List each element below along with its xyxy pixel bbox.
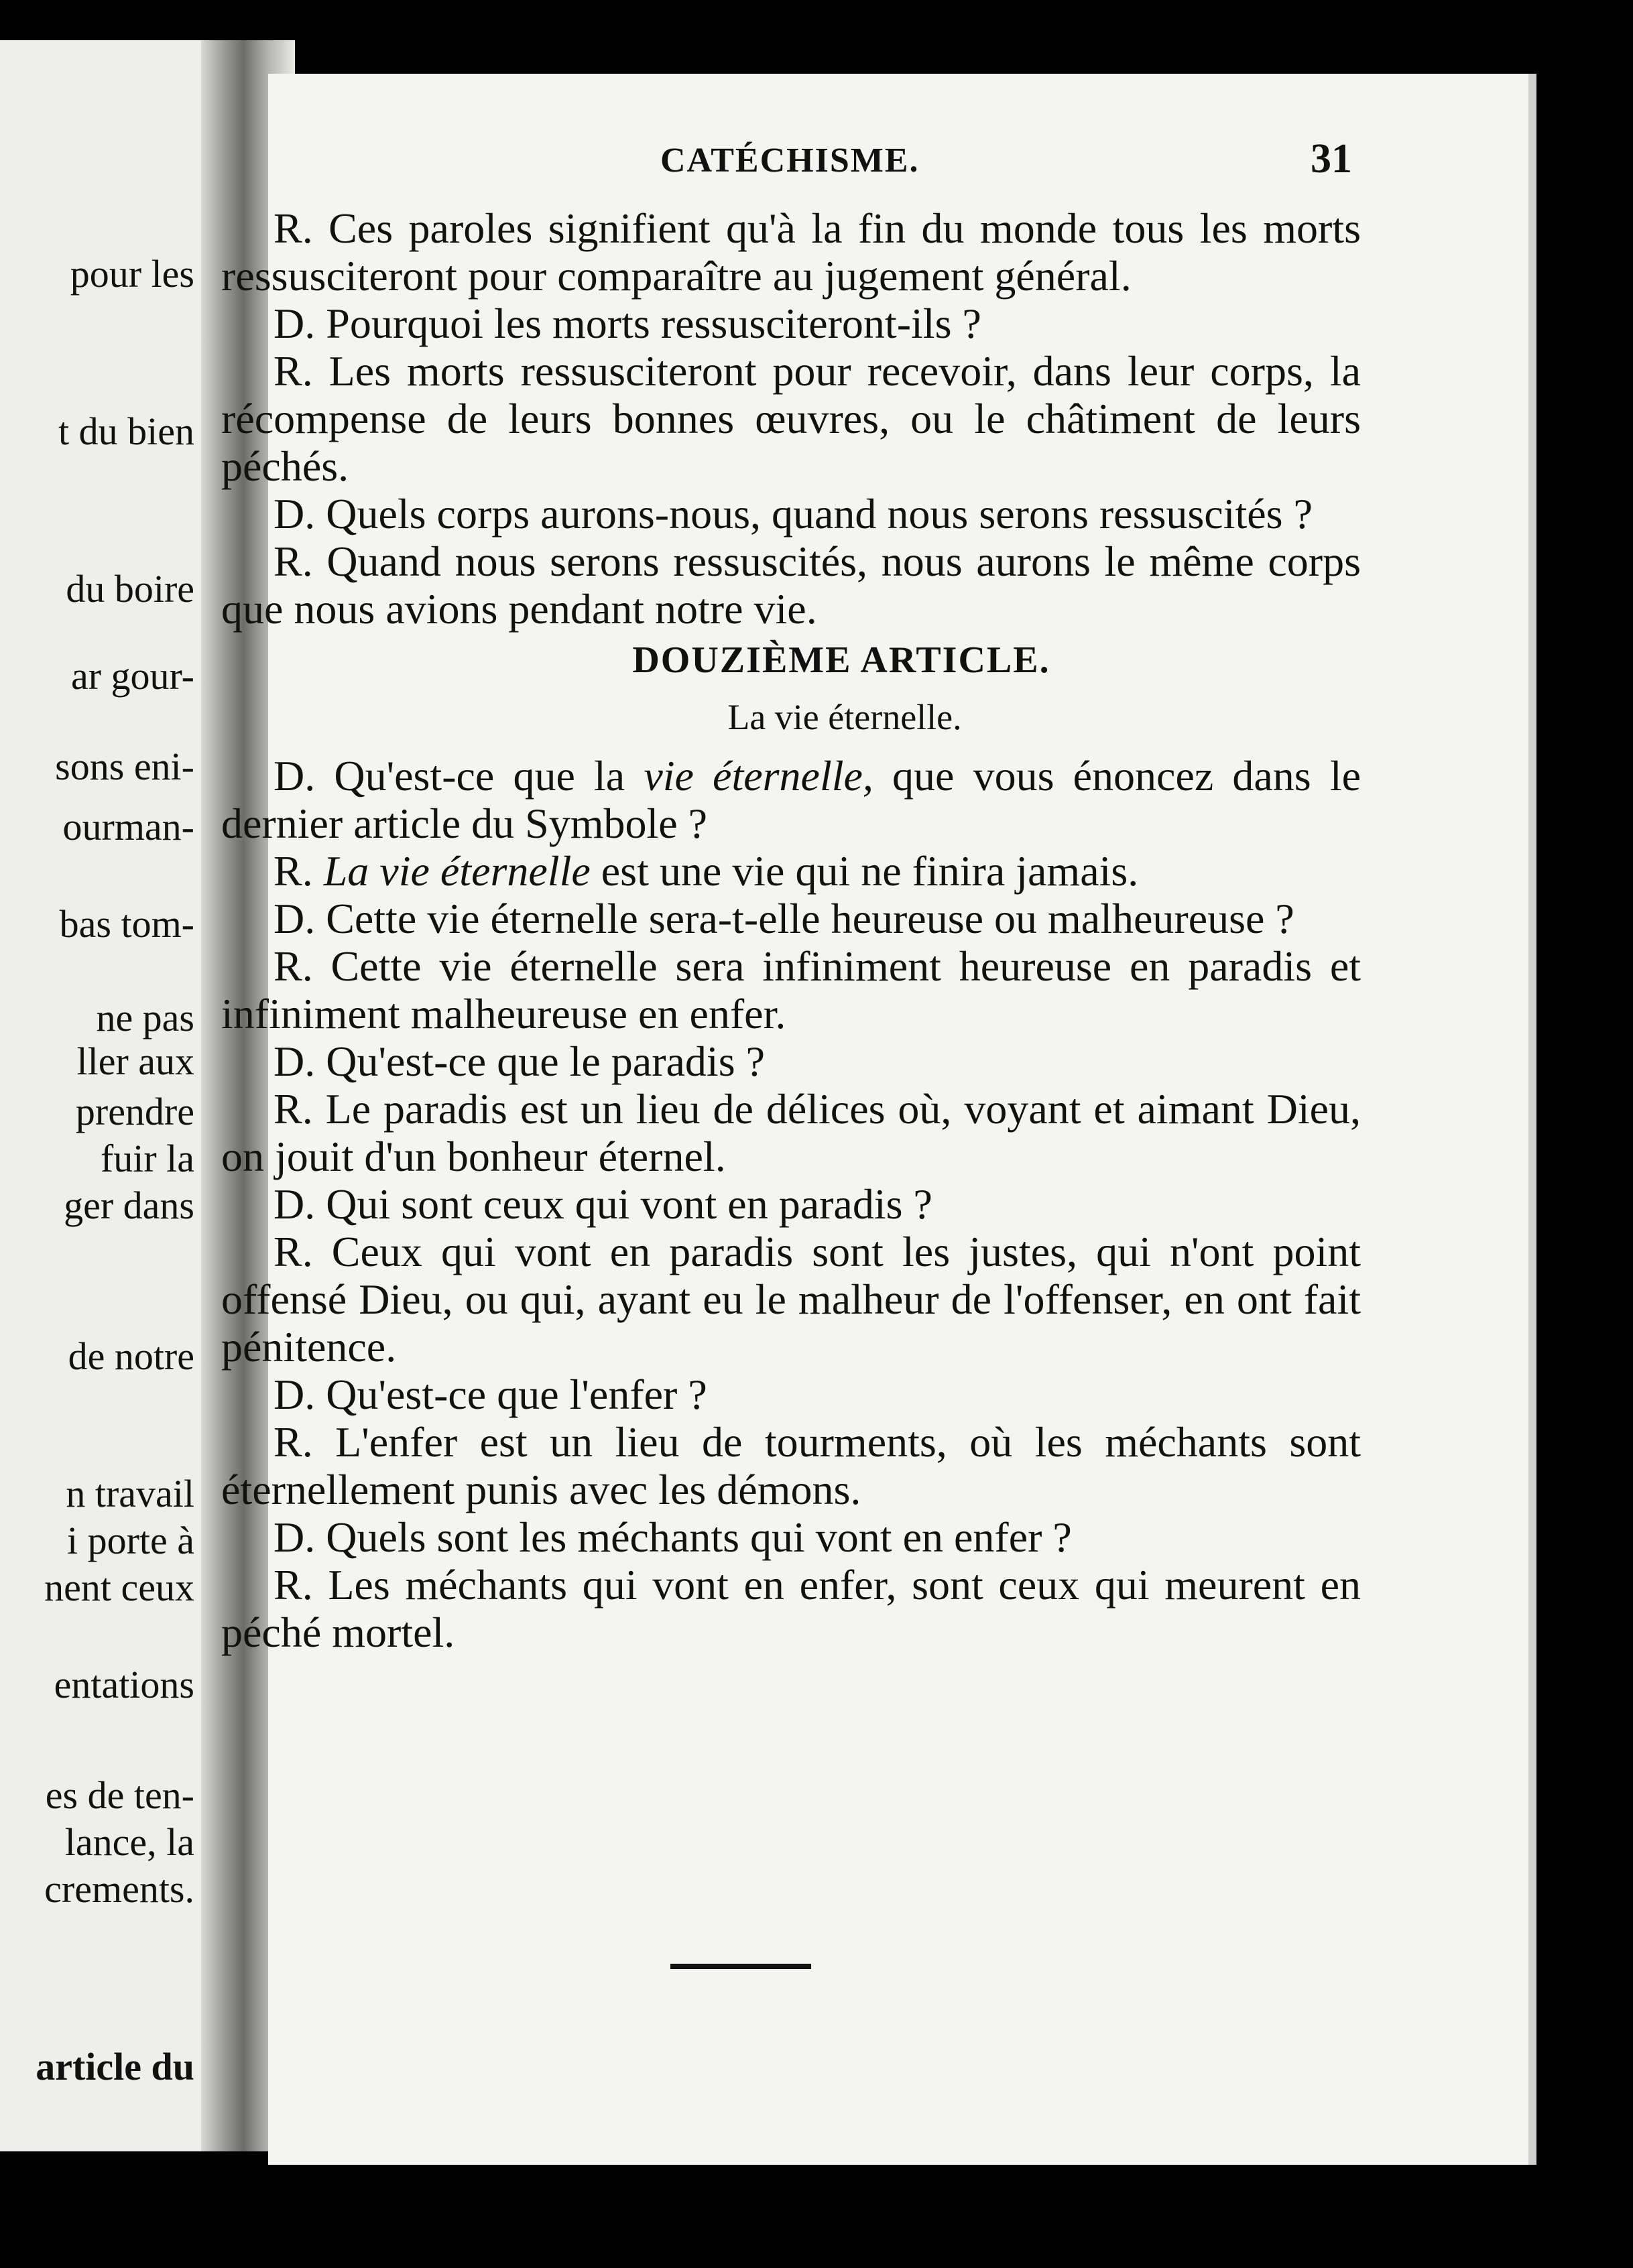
- page-number: 31: [1311, 136, 1352, 182]
- left-page-line: ger dans: [64, 1184, 194, 1227]
- section-heading: DOUZIÈME ARTICLE.: [632, 639, 1050, 681]
- paragraph: R. Ceux qui vont en paradis sont les justes, qui n'ont point offensé Dieu, ou qui, ayant eu le malheur de l'offenser, en ont fait pénitence.: [221, 1228, 1361, 1371]
- paragraph: D. Cette vie éternelle sera-t-elle heureuse ou malheureuse ?: [274, 895, 1294, 942]
- left-page-line: bas tom-: [59, 902, 194, 946]
- page-body: [221, 204, 1361, 1656]
- left-page-line: lance, la: [64, 1820, 194, 1864]
- running-head: CATÉCHISME.: [660, 141, 920, 180]
- paragraph: R. Ces paroles signifient qu'à la fin du monde tous les morts ressusciteront pour comparaître au jugement général.: [221, 204, 1361, 300]
- left-page-line: prendre: [75, 1090, 194, 1133]
- left-page-line: ourman-: [62, 805, 194, 848]
- paragraph: D. Quels sont les méchants qui vont en enfer ?: [274, 1513, 1072, 1561]
- paragraph: R. Les morts ressusciteront pour recevoir, dans leur corps, la récompense de leurs bonnes œuvres, ou le châtiment de leurs péchés.: [221, 347, 1361, 490]
- left-page-line: ne pas: [96, 996, 194, 1040]
- paragraph: R. L'enfer est un lieu de tourments, où les méchants sont éternellement punis avec les démons.: [221, 1418, 1361, 1513]
- paragraph: D. Qu'est-ce que l'enfer ?: [274, 1371, 707, 1418]
- italic-term: La vie éternelle: [323, 847, 591, 895]
- left-page-line: i porte à: [66, 1519, 194, 1562]
- left-page-line: pour les: [70, 252, 194, 296]
- paragraph-text: D. Qu'est-ce que la: [274, 752, 644, 800]
- paragraph: R. Cette vie éternelle sera infiniment heureuse en paradis et infiniment malheureuse en enfer.: [221, 942, 1361, 1037]
- paragraph: D. Qui sont ceux qui vont en paradis ?: [274, 1180, 932, 1228]
- paragraph: D. Qu'est-ce que le paradis ?: [274, 1037, 765, 1085]
- paragraph: R. Les méchants qui vont en enfer, sont ceux qui meurent en péché mortel.: [221, 1561, 1361, 1656]
- left-page-line: t du bien: [58, 410, 194, 453]
- page-edge: [1528, 74, 1536, 2165]
- paragraph-text: est une vie qui ne finira jamais.: [590, 847, 1139, 895]
- left-page-line: sons eni-: [55, 745, 194, 788]
- paragraph-text: que vous énoncez dans le dernier article du Symbole ?: [221, 752, 1362, 847]
- left-page-line: fuir la: [100, 1137, 194, 1180]
- left-page-line: es de ten-: [45, 1773, 194, 1817]
- left-page-line: nent ceux: [44, 1566, 194, 1609]
- book-page: [221, 74, 1528, 2165]
- paragraph: D. Pourquoi les morts ressusciteront-ils ?: [274, 300, 981, 347]
- section-subheading: La vie éternelle.: [727, 697, 962, 737]
- paragraph-text: R.: [274, 847, 324, 895]
- italic-term: vie éternelle,: [644, 752, 873, 800]
- left-page-line: crements.: [44, 1867, 194, 1911]
- page-header: [268, 136, 1528, 194]
- left-page-line: article du: [36, 2045, 194, 2088]
- left-page-line: ller aux: [76, 1040, 194, 1083]
- paragraph: R. Le paradis est un lieu de délices où, voyant et aimant Dieu, on jouit d'un bonheur éternel.: [221, 1085, 1361, 1180]
- paragraph: R. Quand nous serons ressuscités, nous aurons le même corps que nous avions pendant notre vie.: [221, 538, 1361, 633]
- left-page-line: entations: [54, 1663, 194, 1706]
- left-page-line: ar gour-: [70, 654, 194, 698]
- end-rule: [670, 1964, 811, 1969]
- left-page-line: de notre: [68, 1334, 194, 1378]
- paragraph: [221, 752, 1361, 847]
- left-page-line: n travail: [66, 1472, 194, 1515]
- paragraph: D. Quels corps aurons-nous, quand nous serons ressuscités ?: [274, 490, 1313, 538]
- paragraph: [221, 847, 1361, 895]
- left-page-line: du boire: [66, 567, 194, 611]
- previous-page: [0, 40, 221, 2151]
